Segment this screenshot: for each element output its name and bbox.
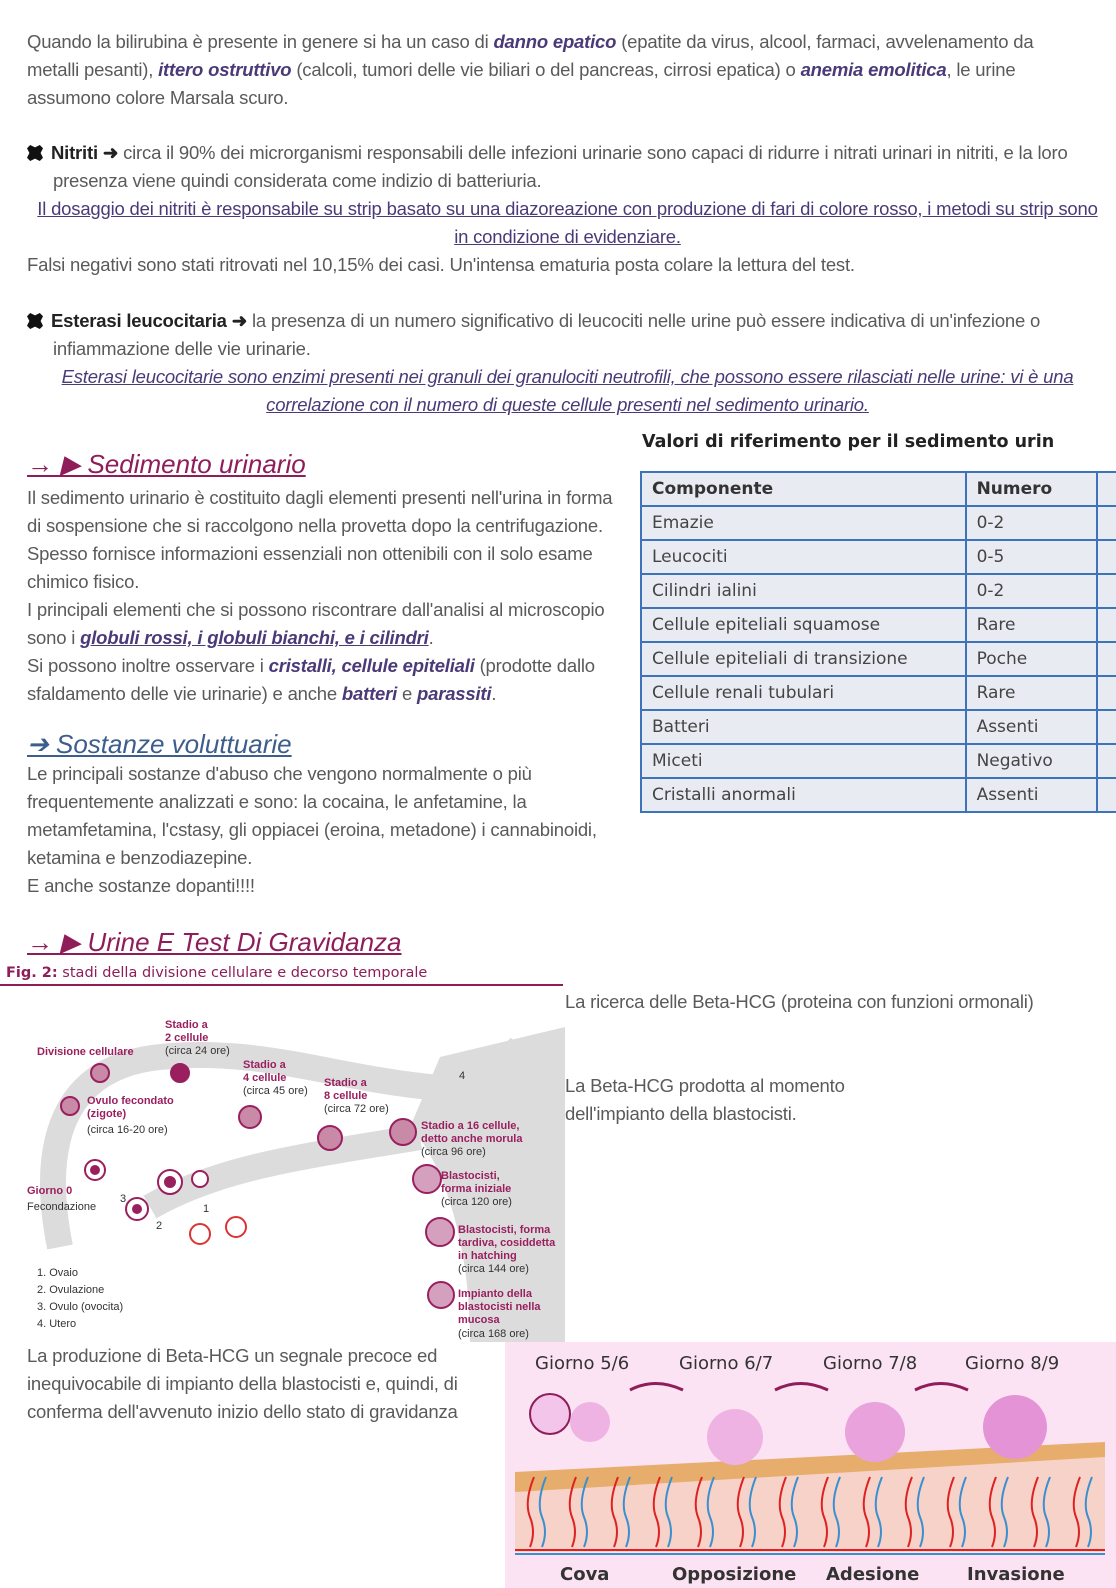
sedimento-p2 <box>27 596 625 652</box>
label: Blastocisti, <box>441 1170 500 1182</box>
text: e <box>397 683 418 704</box>
day-label: Giorno 7/8 <box>823 1353 918 1374</box>
esterasi-note: Esterasi leucocitarie sono enzimi presenti nei granuli dei granulociti neutrofili, che possono essere rilasciati nelle urine: vi è una correlazione con il numero di queste cellule presenti nel sedimento urinario. <box>61 366 1074 415</box>
text: (prodotte dallo sfaldamento delle vie urinarie) e anche <box>27 655 595 704</box>
sedimento-p1: Il sedimento urinario è costituito dagli elementi presenti nell'urina in forma di sospensione che si raccolgono nella provetta dopo la centrifugazione. Spesso fornisce informazioni essenziali non ottenibili con il solo esame chimico fisico. <box>27 487 613 592</box>
nitriti-title: Nitriti ➜ <box>51 142 119 163</box>
nitriti-text: circa il 90% dei microrganismi responsabili delle infezioni urinarie sono capaci di ridurre i nitrati urinari in nitriti, e la loro presenza viene quindi considerata come indizio di batteriuria. <box>53 142 1068 191</box>
figure-caption <box>6 964 1112 982</box>
header-componente: Componente <box>641 472 966 506</box>
label: Stadio a <box>165 1019 208 1031</box>
tube-shape <box>150 1137 420 1207</box>
label: mucosa <box>458 1314 500 1326</box>
legend-item: 1. Ovaio <box>37 1267 78 1279</box>
blastocyst <box>983 1395 1047 1459</box>
blastocyst <box>845 1402 905 1462</box>
stage-label: Cova <box>560 1564 610 1585</box>
sostanze-p2: E anche sostanze dopanti!!!! <box>27 875 255 896</box>
legend-item: 3. Ovulo (ovocita) <box>37 1301 124 1313</box>
figure-row <box>0 986 1116 1342</box>
emphasis: anemia emolitica <box>800 59 947 80</box>
beta-hcg-text-2: La Beta-HCG prodotta al momento dell'impianto della blastocisti. <box>565 1075 845 1124</box>
label: (circa 168 ore) <box>458 1328 529 1340</box>
emphasis: danno epatico <box>493 31 617 52</box>
label: Stadio a <box>324 1077 367 1089</box>
gravidanza-heading: → ▶ Urine E Test Di Gravidanza <box>27 927 402 957</box>
emphasis: cristalli, cellule epiteliali <box>268 655 475 676</box>
cell-division-diagram <box>0 987 565 1342</box>
day-label: Giorno 8/9 <box>965 1353 1060 1374</box>
label: 2 <box>156 1220 163 1232</box>
beta-hcg-text-1: La ricerca delle Beta-HCG (proteina con funzioni ormonali) <box>565 991 1034 1012</box>
implantation-diagram <box>505 1342 1116 1588</box>
label: Ovulo fecondato <box>87 1095 174 1107</box>
sostanze-text <box>27 760 1112 900</box>
header-numero: Numero <box>966 472 1098 506</box>
cell-numero: Assenti <box>966 778 1098 812</box>
cell-numero: 0-2 <box>966 506 1098 540</box>
cell-componente: Cellule renali tubulari <box>641 676 966 710</box>
nitriti-false-negatives: Falsi negativi sono stati ritrovati nel 10,15% dei casi. Un'intensa ematuria posta colare la lettura del test. <box>27 254 855 275</box>
sedimento-p3 <box>27 652 625 708</box>
sostanze-heading: ➔ Sostanze voluttuarie <box>27 729 292 759</box>
cell-numero: Negativo <box>966 744 1098 778</box>
stage-label: Invasione <box>967 1564 1065 1585</box>
label: (circa 120 ore) <box>441 1196 512 1208</box>
cell-componente: Cristalli anormali <box>641 778 966 812</box>
label: 4 <box>459 1070 466 1082</box>
zona-pellucida <box>530 1394 570 1434</box>
stage-label: Adesione <box>826 1564 920 1585</box>
table-clearance-spacer <box>612 760 1112 817</box>
table-title: Valori di riferimento per il sedimento urin <box>642 432 1055 452</box>
label: tardiva, cosiddetta <box>458 1237 556 1249</box>
text: Quando la bilirubina è presente in genere si ha un caso di <box>27 31 494 52</box>
cell-componente: Miceti <box>641 744 966 778</box>
text: . <box>491 683 497 704</box>
esterasi-bullet <box>27 307 1113 363</box>
text: . <box>428 627 434 648</box>
bullet-icon <box>27 313 43 329</box>
label: Stadio a 16 cellule, <box>421 1120 520 1132</box>
label: (circa 144 ore) <box>458 1263 529 1275</box>
bottom-row <box>0 1342 1116 1588</box>
cell-numero: Assenti <box>966 710 1098 744</box>
cell-numero: Rare <box>966 608 1098 642</box>
label: Blastocisti, forma <box>458 1224 551 1236</box>
cell-componente: Leucociti <box>641 540 966 574</box>
label: blastocisti nella <box>458 1301 541 1313</box>
stage-label: Opposizione <box>672 1564 797 1585</box>
label: (circa 24 ore) <box>165 1045 230 1057</box>
label: Impianto della <box>458 1288 532 1300</box>
day-label: Giorno 5/6 <box>535 1353 630 1374</box>
cell-numero: 0-5 <box>966 540 1098 574</box>
emphasis: ittero ostruttivo <box>158 59 292 80</box>
intro-paragraph <box>27 28 1087 112</box>
cell-numero: Rare <box>966 676 1098 710</box>
label-divisione: Divisione cellulare <box>37 1046 134 1058</box>
label: 8 cellule <box>324 1090 368 1102</box>
cell-numero: 0-2 <box>966 574 1098 608</box>
sedimento-heading: → ▶ Sedimento urinario <box>27 449 306 479</box>
esterasi-text: la presenza di un numero significativo di leucociti nelle urine può essere indicativa di un'infezione o infiammazione delle vie urinarie. <box>53 310 1041 359</box>
day-label: Giorno 6/7 <box>679 1353 774 1374</box>
label: (zigote) <box>87 1108 127 1120</box>
sostanze-p1: Le principali sostanze d'abuso che vengono normalmente o più frequentemente analizzati e sono: la cocaina, le anfetamine, la metamfetamina, l'cstasy, gli oppiacei (eroina, metadone) i cannabinoidi, ketamina e benzodiazepine. <box>27 763 597 868</box>
fig-caption-text: stadi della divisione cellulare e decorso temporale <box>57 965 428 981</box>
label: 3 <box>120 1193 127 1205</box>
label: Giorno 0 <box>27 1185 73 1197</box>
bullet-icon <box>27 145 43 161</box>
sedimento-text <box>27 484 625 708</box>
text: (calcoli, tumori delle vie biliari o del pancreas, cirrosi epatica) o <box>291 59 801 80</box>
nitriti-note: Il dosaggio dei nitriti è responsabile su strip basato su una diazoreazione con produzione di fari di colore rosso, i metodi su strip sono in condizione di evidenziare. <box>37 198 1098 247</box>
fig-label: Fig. 2: <box>6 965 58 981</box>
label: (circa 16-20 ore) <box>87 1124 168 1136</box>
text: I principali elementi che si possono riscontrare dall'analisi al microscopio sono i <box>27 599 605 648</box>
label: detto anche morula <box>421 1133 523 1145</box>
nitriti-bullet <box>27 139 1113 195</box>
cell-numero: Poche <box>966 642 1098 676</box>
label: (circa 45 ore) <box>243 1085 308 1097</box>
text: (epatite da virus, alcool, farmaci, avvelenamento da metalli pesanti), <box>27 31 1034 80</box>
label: (circa 72 ore) <box>324 1103 389 1115</box>
text: , le urine assumono colore Marsala scuro. <box>27 59 1016 108</box>
legend-item: 4. Utero <box>37 1318 77 1330</box>
emphasis: parassiti <box>417 683 492 704</box>
label: Fecondazione <box>27 1201 97 1213</box>
cell-componente: Cilindri ialini <box>641 574 966 608</box>
legend-item: 2. Ovulazione <box>37 1284 105 1296</box>
emphasis: batteri <box>341 683 398 704</box>
main-flow <box>6 448 1112 1588</box>
label: in hatching <box>458 1250 517 1262</box>
blastocyst <box>707 1409 763 1465</box>
label: 2 cellule <box>165 1032 209 1044</box>
cell-componente: Batteri <box>641 710 966 744</box>
beta-hcg-text-3: La produzione di Beta-HCG un segnale precoce ed inequivocabile di impianto della blastocisti e, quindi, di conferma dell'avvenuto inizio dello stato di gravidanza <box>27 1345 458 1422</box>
label: 4 cellule <box>243 1072 287 1084</box>
cell-componente: Emazie <box>641 506 966 540</box>
text: Si possono inoltre osservare i <box>27 655 269 676</box>
label: Stadio a <box>243 1059 286 1071</box>
blastocyst <box>570 1402 610 1442</box>
cell-componente: Cellule epiteliali squamose <box>641 608 966 642</box>
label: (circa 96 ore) <box>421 1146 486 1158</box>
esterasi-title: Esterasi leucocitaria ➜ <box>51 310 248 331</box>
cell-componente: Cellule epiteliali di transizione <box>641 642 966 676</box>
label: 1 <box>203 1203 210 1215</box>
label: forma iniziale <box>441 1183 512 1195</box>
emphasis: globuli rossi, i globuli bianchi, e i cilindri <box>80 627 429 648</box>
